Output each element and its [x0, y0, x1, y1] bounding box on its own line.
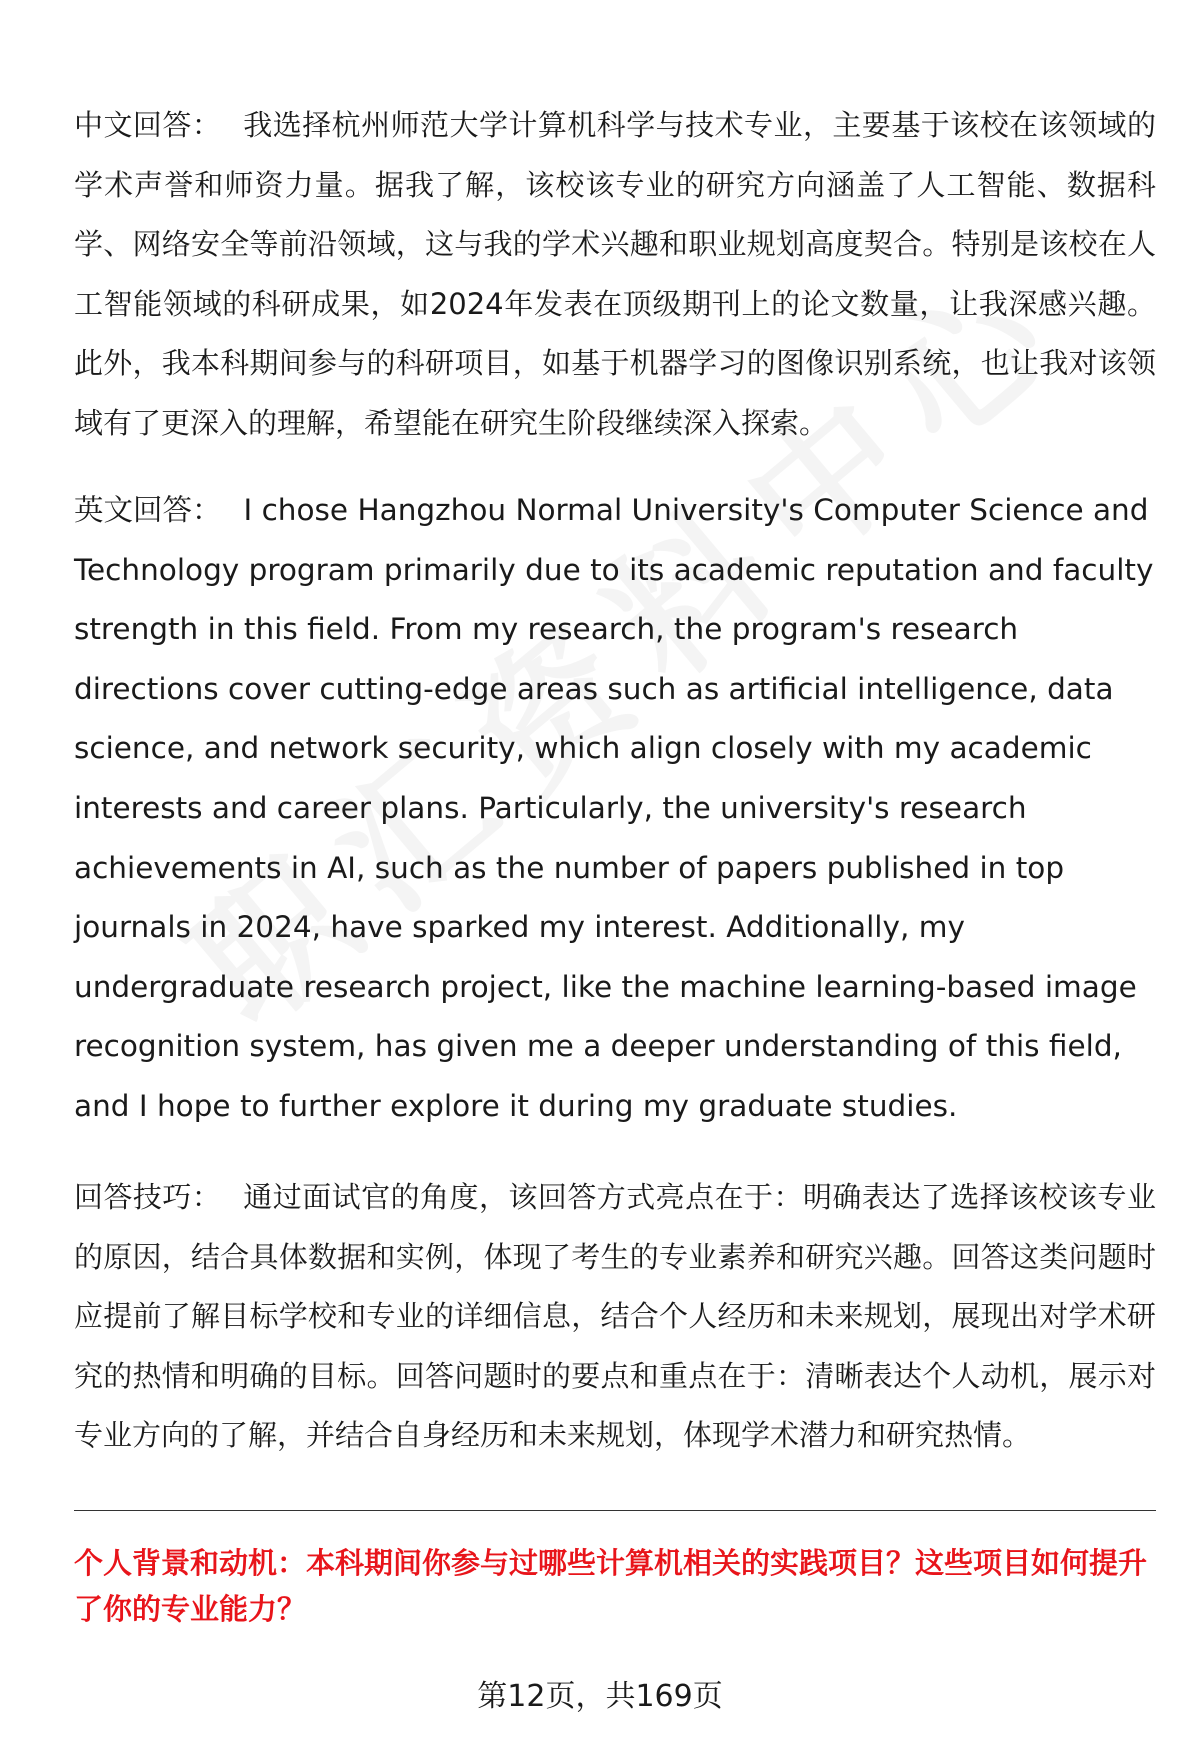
answer-english — [74, 481, 1156, 1137]
answer-tips-label: 回答技巧： — [74, 1180, 222, 1214]
answer-chinese-text: 我选择杭州师范大学计算机科学与技术专业，主要基于该校在该领域的学术声誉和师资力量。据我了解，该校该专业的研究方向涵盖了人工智能、数据科学、网络安全等前沿领域，这与我的学术兴趣和职业规划高度契合。特别是该校在人工智能领域的科研成果，如2024年发表在顶级期刊上的论文数量，让我深感兴趣。此外，我本科期间参与的科研项目，如基于机器学习的图像识别系统，也让我对该领域有了更深入的理解，希望能在研究生阶段继续深入探索。 — [74, 108, 1156, 440]
answer-chinese-label: 中文回答： — [74, 108, 222, 142]
answer-english-text: I chose Hangzhou Normal University's Computer Science and Technology program primarily due to its academic reputation and faculty strength in this field. From my research, the program's research directions cover cutting-edge areas such as artificial intelligence, data science, and network security, which align closely with my academic interests and career plans. Particularly, the university's research achievements in AI, such as the number of papers published in top journals in 2024, have sparked my interest. Additionally, my undergraduate research project, like the machine learning-based image recognition system, has given me a deeper understanding of this field, and I hope to further explore it during my graduate studies. — [74, 493, 1154, 1123]
answer-tips-text: 通过面试官的角度，该回答方式亮点在于：明确表达了选择该校该专业的原因，结合具体数据和实例，体现了考生的专业素养和研究兴趣。回答这类问题时应提前了解目标学校和专业的详细信息，结合个人经历和未来规划，展现出对学术研究的热情和明确的目标。回答问题时的要点和重点在于：清晰表达个人动机，展示对专业方向的了解，并结合自身经历和未来规划，体现学术潜力和研究热情。 — [74, 1180, 1156, 1452]
section-divider — [74, 1510, 1156, 1511]
answer-tips — [74, 1168, 1156, 1466]
next-question-heading: 个人背景和动机：本科期间你参与过哪些计算机相关的实践项目？这些项目如何提升了你的专业能力？ — [74, 1546, 1148, 1626]
answer-english-label: 英文回答： — [74, 493, 222, 527]
answer-chinese — [74, 96, 1156, 453]
page-number-footer: 第12页，共169页 — [477, 1679, 723, 1714]
